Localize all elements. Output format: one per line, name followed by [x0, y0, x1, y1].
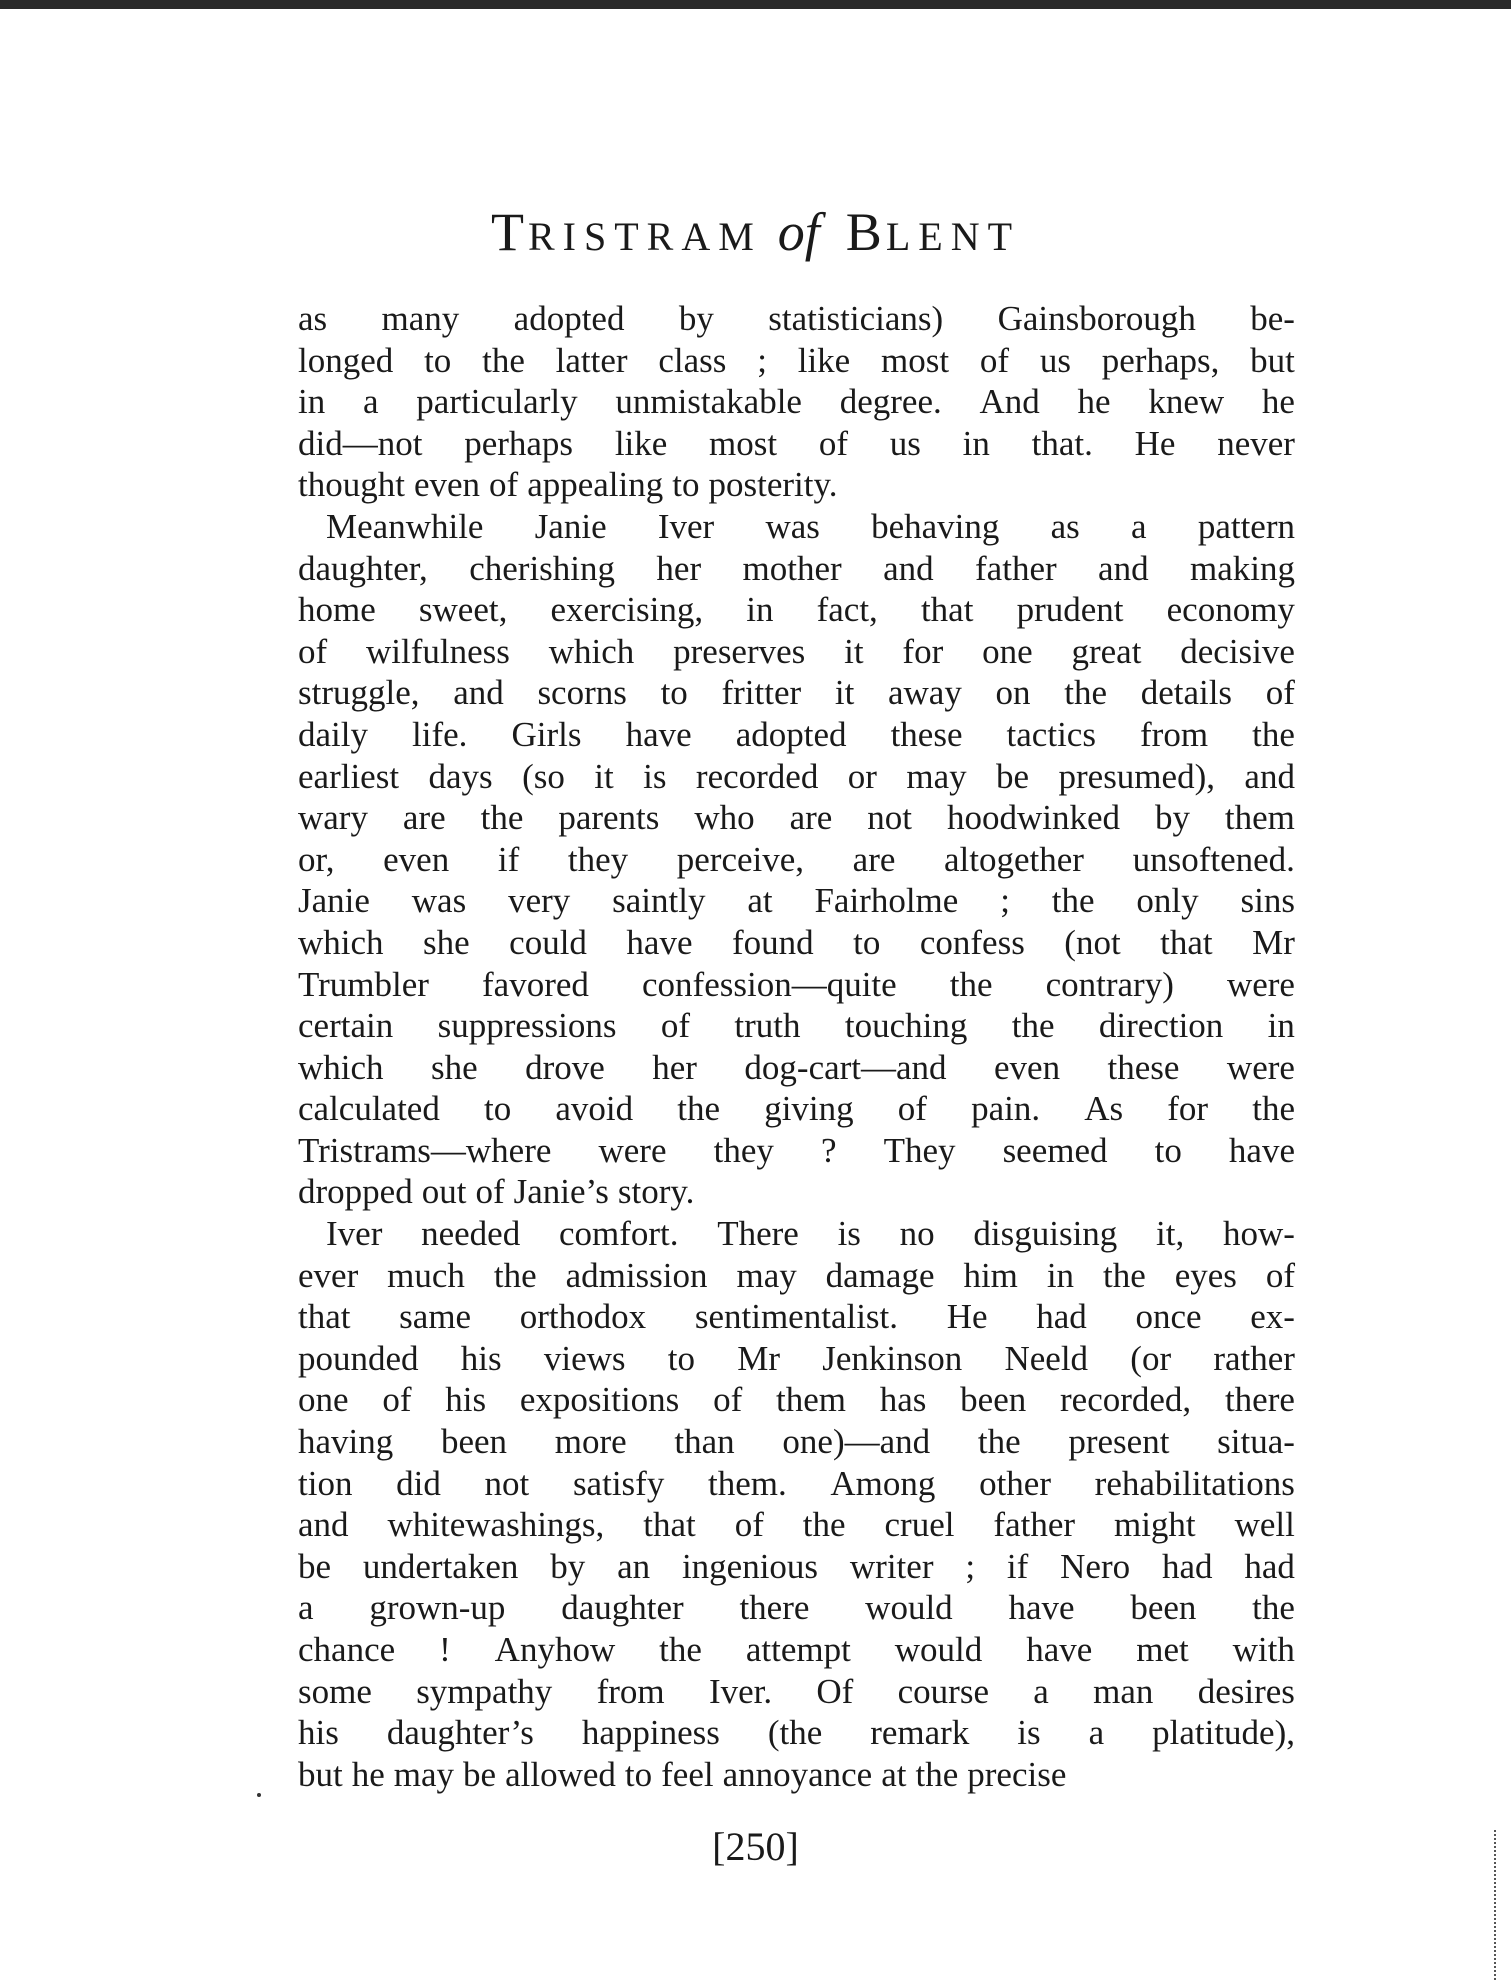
text-line: and whitewashings, that of the cruel father might well — [298, 1505, 1295, 1545]
top-border-rule — [0, 0, 1511, 9]
text-line: chance ! Anyhow the attempt would have met with — [298, 1630, 1295, 1669]
text-line: his daughter’s happiness (the remark is a platitude), — [298, 1713, 1295, 1753]
running-head-word-2: LENT — [885, 214, 1021, 259]
text-line: daily life. Girls have adopted these tactics from the — [298, 714, 1295, 754]
text-line: Janie was very saintly at Fairholme ; the only sins — [298, 881, 1295, 921]
text-line: Trumbler favored confession—quite the contrary) were — [298, 964, 1295, 1004]
text-line: Tristrams—where were they ? They seemed to have — [298, 1130, 1295, 1170]
text-line: longed to the latter class ; like most of us perhaps, but — [298, 340, 1295, 380]
text-line: struggle, and scorns to fritter it away on the details of — [298, 673, 1295, 713]
running-head-initial-1: T — [490, 202, 528, 262]
text-line: as many adopted by statisticians) Gainsborough be- — [298, 299, 1295, 338]
text-line: dropped out of Janie’s story. — [298, 1172, 695, 1212]
paragraph — [298, 506, 1295, 1213]
text-line: or, even if they perceive, are altogether unsoftened. — [298, 839, 1295, 879]
running-head — [0, 204, 1511, 265]
text-line: calculated to avoid the giving of pain. As for the — [298, 1089, 1295, 1129]
margin-mark — [257, 1793, 261, 1797]
text-line: a grown-up daughter there would have been the — [298, 1588, 1295, 1628]
text-line: home sweet, exercising, in fact, that prudent economy — [298, 590, 1295, 630]
text-line: be undertaken by an ingenious writer ; if Nero had had — [298, 1546, 1295, 1586]
text-line: certain suppressions of truth touching the direction in — [298, 1006, 1295, 1046]
text-line: which she drove her dog-cart—and even these were — [298, 1047, 1295, 1087]
text-line: having been more than one)—and the present situa- — [298, 1422, 1295, 1462]
body-text — [298, 298, 1295, 1795]
text-line: thought even of appealing to posterity. — [298, 465, 838, 505]
text-line: that same orthodox sentimentalist. He had once ex- — [298, 1297, 1295, 1337]
text-line: tion did not satisfy them. Among other rehabilitations — [298, 1463, 1295, 1503]
text-line: Iver needed comfort. There is no disguising it, how- — [326, 1214, 1295, 1254]
running-head-initial-2: B — [845, 202, 886, 262]
text-line: earliest days (so it is recorded or may be presumed), and — [298, 756, 1295, 796]
page-number: [250] — [712, 1824, 799, 1869]
text-line: one of his expositions of them has been recorded, there — [298, 1380, 1295, 1420]
paragraph — [298, 1213, 1295, 1795]
text-line: did—not perhaps like most of us in that. He never — [298, 423, 1295, 463]
paragraph — [298, 298, 1295, 506]
text-line: wary are the parents who are not hoodwinked by them — [298, 798, 1295, 838]
text-line: pounded his views to Mr Jenkinson Neeld (or rather — [298, 1338, 1295, 1378]
text-line: Meanwhile Janie Iver was behaving as a pattern — [326, 506, 1295, 546]
text-line: in a particularly unmistakable degree. And he knew he — [298, 382, 1295, 422]
text-line: daughter, cherishing her mother and father and making — [298, 548, 1295, 588]
text-line: ever much the admission may damage him in the eyes of — [298, 1255, 1295, 1295]
text-line: which she could have found to confess (not that Mr — [298, 922, 1295, 962]
running-head-word-1: RISTRAM — [527, 214, 762, 259]
text-line: but he may be allowed to feel annoyance at the precise — [298, 1754, 1067, 1794]
text-line: some sympathy from Iver. Of course a man desires — [298, 1671, 1295, 1711]
text-line: of wilfulness which preserves it for one great decisive — [298, 631, 1295, 671]
running-head-connector: of — [777, 202, 820, 262]
